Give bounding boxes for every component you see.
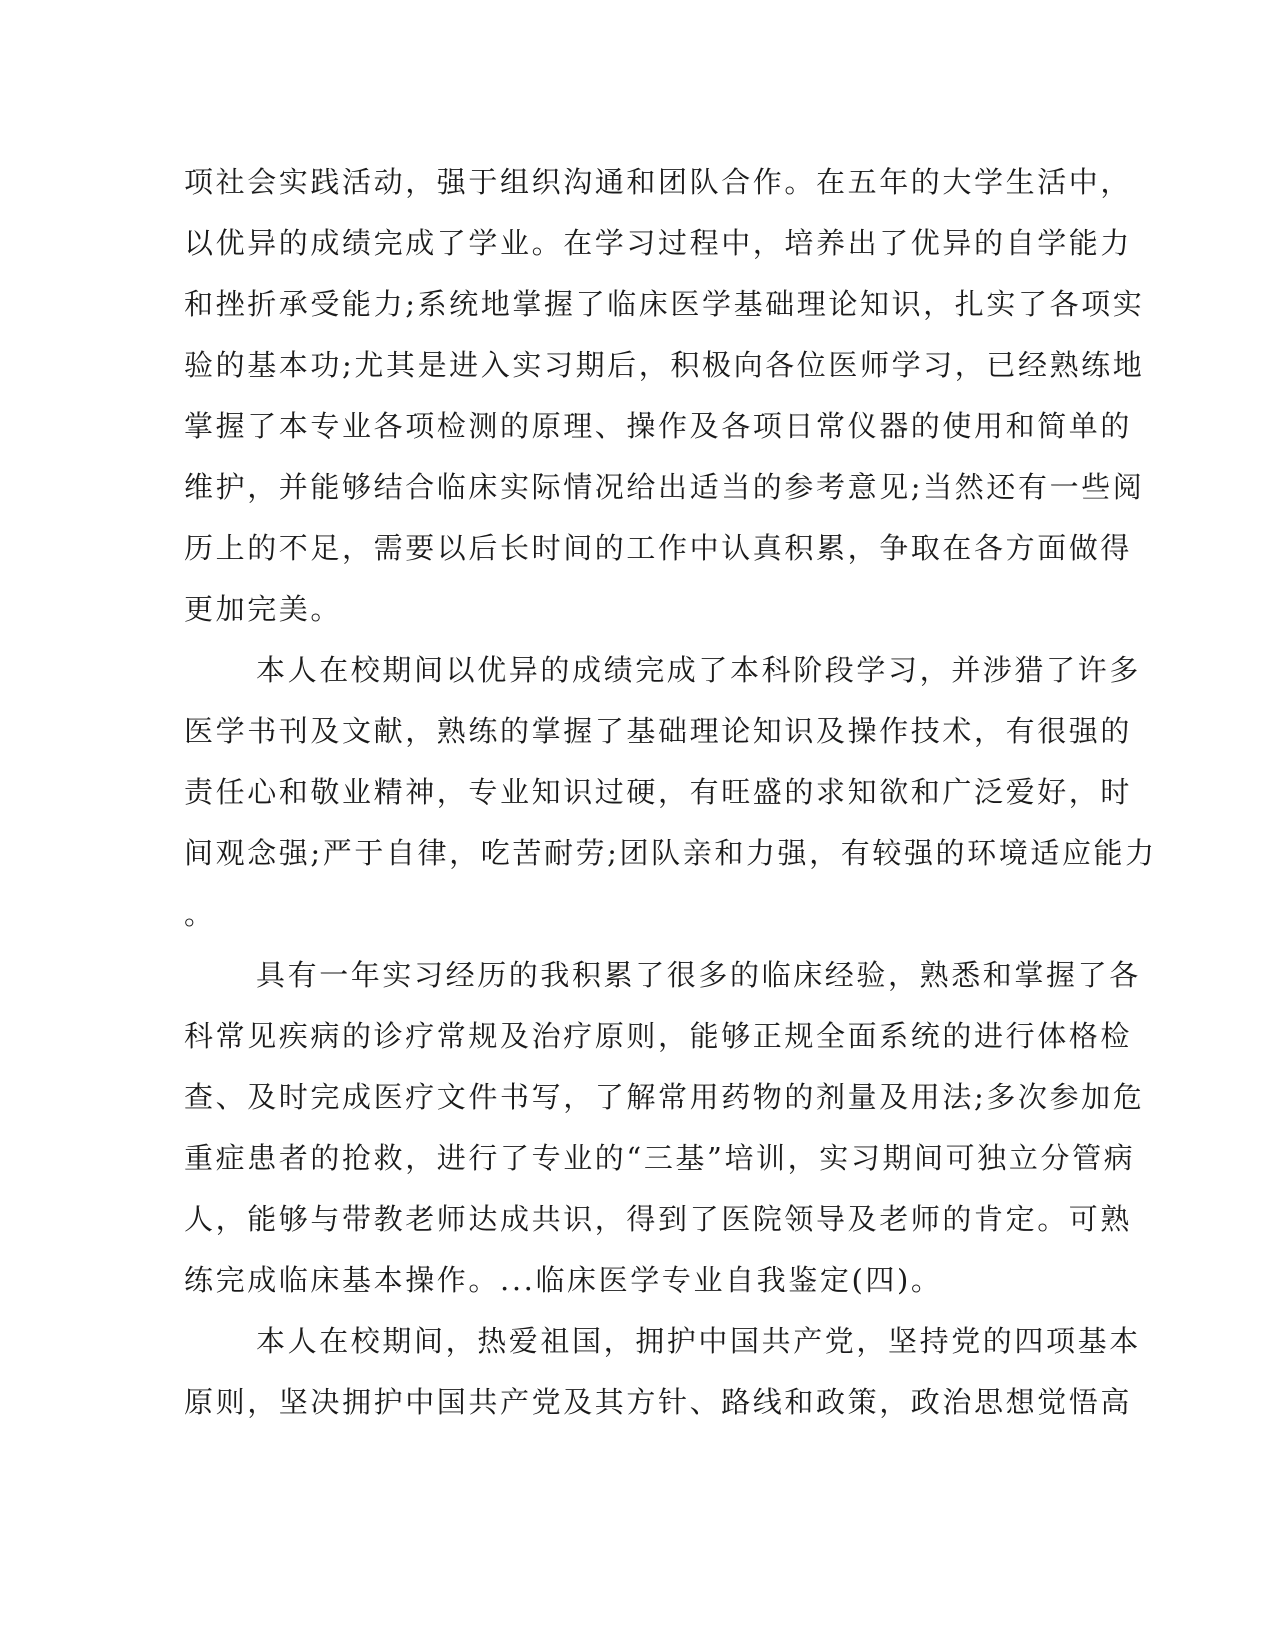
text-line: 更加完美。 <box>184 592 343 626</box>
text-line: 重症患者的抢救，进行了专业的“三基”培训，实习期间可独立分管病 <box>184 1141 1136 1175</box>
text-line: 责任心和敬业精神，专业知识过硬，有旺盛的求知欲和广泛爱好，时 <box>184 775 1133 809</box>
text-line: 人，能够与带教老师达成共识，得到了医院领导及老师的肯定。可熟 <box>184 1202 1133 1236</box>
text-line: 查、及时完成医疗文件书写，了解常用药物的剂量及用法;多次参加危 <box>184 1080 1145 1114</box>
text-line: 科常见疾病的诊疗常规及治疗原则，能够正规全面系统的进行体格检 <box>184 1019 1133 1053</box>
text-line: 练完成临床基本操作。...临床医学专业自我鉴定(四)。 <box>184 1263 943 1297</box>
text-line: 维护，并能够结合临床实际情况给出适当的参考意见;当然还有一些阅 <box>184 470 1145 504</box>
text-line: 项社会实践活动，强于组织沟通和团队合作。在五年的大学生活中， <box>184 165 1133 199</box>
paragraph-first-line: 本人在校期间以优异的成绩完成了本科阶段学习，并涉猎了许多 <box>256 653 1141 687</box>
paragraph-first-line: 具有一年实习经历的我积累了很多的临床经验，熟悉和掌握了各 <box>256 958 1141 992</box>
text-line: 历上的不足，需要以后长时间的工作中认真积累，争取在各方面做得 <box>184 531 1133 565</box>
text-line: 原则，坚决拥护中国共产党及其方针、路线和政策，政治思想觉悟高 <box>184 1385 1133 1419</box>
text-line: 医学书刊及文献，熟练的掌握了基础理论知识及操作技术，有很强的 <box>184 714 1133 748</box>
text-line: 间观念强;严于自律，吃苦耐劳;团队亲和力强，有较强的环境适应能力 <box>184 836 1157 870</box>
document-body <box>184 152 1157 1433</box>
text-line: 。 <box>184 897 216 931</box>
text-line: 验的基本功;尤其是进入实习期后，积极向各位医师学习，已经熟练地 <box>184 348 1145 382</box>
text-line: 掌握了本专业各项检测的原理、操作及各项日常仪器的使用和简单的 <box>184 409 1133 443</box>
text-line: 和挫折承受能力;系统地掌握了临床医学基础理论知识，扎实了各项实 <box>184 287 1145 321</box>
text-line: 以优异的成绩完成了学业。在学习过程中，培养出了优异的自学能力 <box>184 226 1133 260</box>
paragraph-first-line: 本人在校期间，热爱祖国，拥护中国共产党，坚持党的四项基本 <box>256 1324 1141 1358</box>
